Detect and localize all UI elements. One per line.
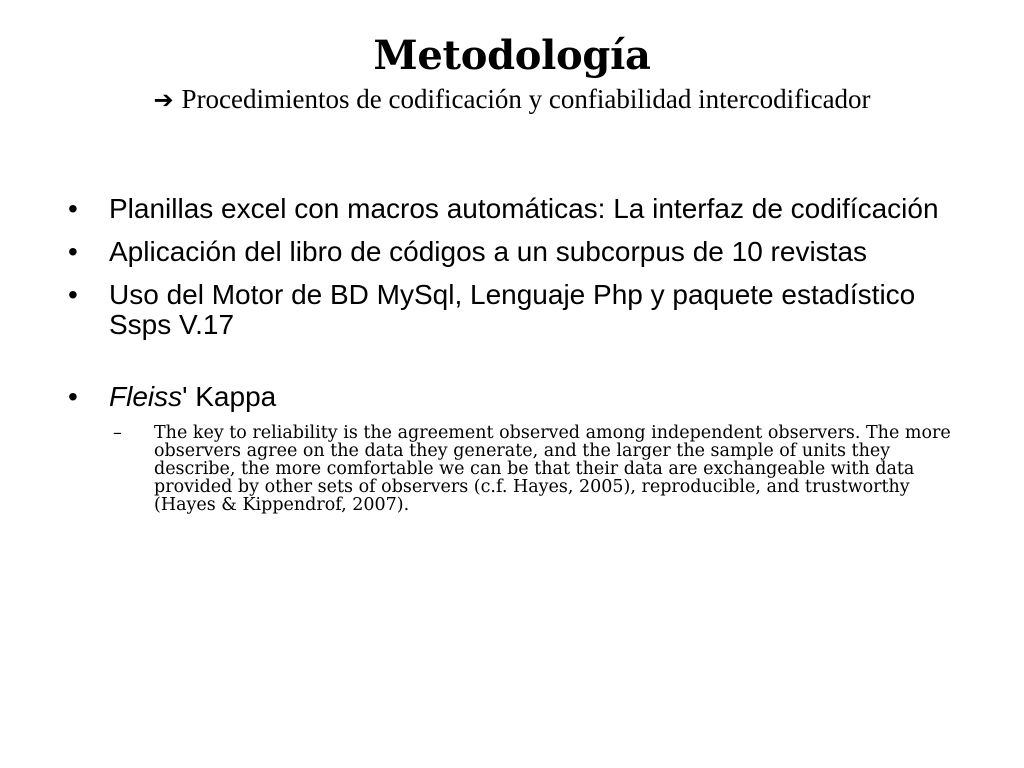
bullet-text: Planillas excel con macros automáticas: La interfaz de codifícación <box>109 193 939 224</box>
slide-title: Metodología <box>373 32 651 79</box>
slide-subtitle-text: Procedimientos de codificación y confiabilidad intercodificador <box>181 84 871 114</box>
sub-bullet-dash: – <box>113 423 122 443</box>
sub-bullet-text: The key to reliability is the agreement observed among independent observers. The more observers agree on the data they generate, and the larger the sample of units they describe, the more comfortable we can be that their data are exchangeable with data provided by other sets of observers (c.f. Hayes, 2005), reproducible, and trustworthy (Hayes & Kippendrof, 2007). <box>154 423 951 515</box>
sub-bullet-list <box>109 424 968 514</box>
bullet-dot: • <box>68 381 78 412</box>
bullet-text-italic: Fleiss <box>109 381 183 412</box>
bullet-dot: • <box>68 193 78 224</box>
title-block <box>60 34 964 117</box>
right-arrow-icon: ➔ <box>153 86 174 114</box>
bullet-list <box>68 194 968 527</box>
bullet-text-rest: ' Kappa <box>182 381 277 412</box>
bullet-item <box>68 382 968 514</box>
bullet-text: Uso del Motor de BD MySql, Lenguaje Php y paquete estadístico Ssps V.17 <box>109 279 916 340</box>
bullet-item <box>68 280 968 340</box>
bullet-text: Aplicación del libro de códigos a un subcorpus de 10 revistas <box>109 236 868 267</box>
slide-subtitle <box>60 82 964 117</box>
bullet-item <box>68 194 968 224</box>
sub-bullet-item <box>108 424 968 514</box>
bullet-dot: • <box>68 279 78 310</box>
bullet-dot: • <box>68 236 78 267</box>
bullet-item <box>68 237 968 267</box>
